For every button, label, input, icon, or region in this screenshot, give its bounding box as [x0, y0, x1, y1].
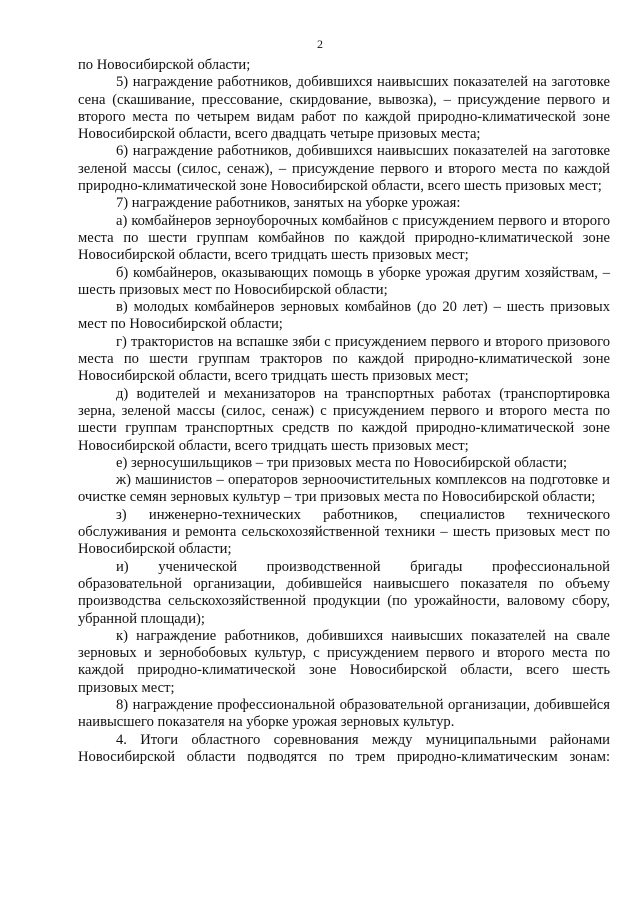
paragraph: ж) машинистов – операторов зерноочистительных комплексов на подготовке и очистке семян зерновых культур – три призовых места по Новосибирской области;: [78, 472, 610, 506]
paragraph: а) комбайнеров зерноуборочных комбайнов с присуждением первого и второго места по шести группам комбайнов по каждой природно-климатической зоне Новосибирской области, всего тридцать шесть призовых мест;: [78, 212, 610, 264]
paragraph: 4. Итоги областного соревнования между муниципальными районами Новосибирской области подводятся по трем природно-климатическим зонам:: [78, 731, 610, 765]
paragraph: 5) награждение работников, добившихся наивысших показателей на заготовке сена (скашивание, прессование, скирдование, вывозка), – присуждение первого и второго места по четырем видам работ по каждой природно-климатической зоне Новосибирской области, всего двадцать четыре призовых места;: [78, 74, 610, 143]
paragraph: в) молодых комбайнеров зерновых комбайнов (до 20 лет) – шесть призовых мест по Новосибирской области;: [78, 299, 610, 333]
paragraph: д) водителей и механизаторов на транспортных работах (транспортировка зерна, зеленой массы (силос, сенаж) с присуждением первого и второго места по шести группам транспортных средств по каждой природно-климатической зоне Новосибирской области, всего тридцать шесть призовых мест;: [78, 385, 610, 454]
paragraph: 6) награждение работников, добившихся наивысших показателей на заготовке зеленой массы (силос, сенаж), – присуждение первого и второго места по каждой природно-климатической зоне Новосибирской области, всего шесть призовых мест;: [78, 143, 610, 195]
paragraph: е) зерносушильщиков – три призовых места по Новосибирской области;: [116, 454, 568, 471]
paragraph: и) ученической производственной бригады профессиональной образовательной организации, добившейся наивысшего показателя по объему производства сельскохозяйственной продукции (по урожайности, валовому сбору, убранной площади);: [78, 558, 610, 627]
paragraph: з) инженерно-технических работников, специалистов технического обслуживания и ремонта сельскохозяйственной техники – шесть призовых мест по Новосибирской области;: [78, 506, 610, 558]
page-number: 2: [317, 37, 323, 51]
paragraph: к) награждение работников, добившихся наивысших показателей на свале зерновых и зернобобовых культур, с присуждением первого и второго места по каждой природно-климатической зоне Новосибирской области, всего шесть призовых мест;: [78, 627, 610, 696]
paragraph: 8) награждение профессиональной образовательной организации, добившейся наивысшего показателя на уборке урожая зерновых культур.: [78, 696, 610, 731]
paragraph: по Новосибирской области;: [78, 57, 251, 73]
paragraph: б) комбайнеров, оказывающих помощь в уборке урожая другим хозяйствам, – шесть призовых мест по Новосибирской области;: [78, 264, 610, 298]
paragraph: г) трактористов на вспашке зяби с присуждением первого и второго призового места по шести группам тракторов по каждой природно-климатической зоне Новосибирской области, всего тридцать шесть призовых мест;: [78, 333, 610, 385]
paragraph: 7) награждение работников, занятых на уборке урожая:: [116, 195, 461, 212]
document-body: [78, 57, 610, 766]
